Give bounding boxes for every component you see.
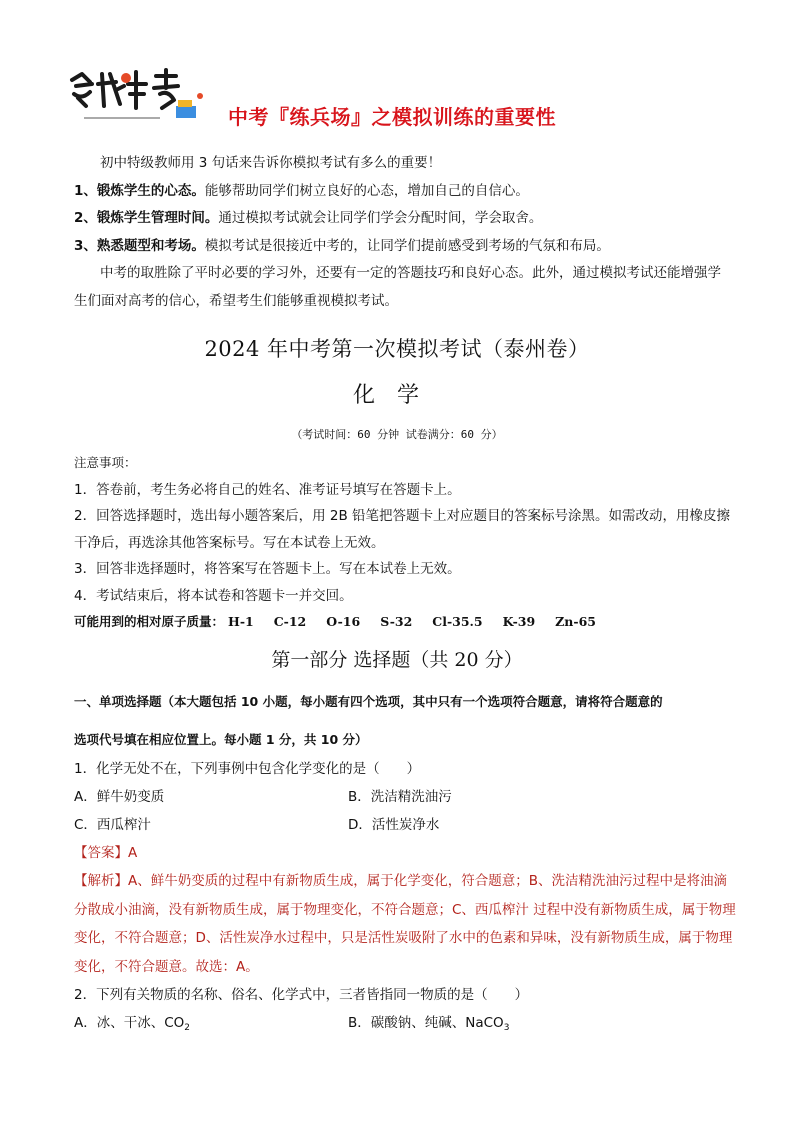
answer: 【答案】A	[74, 845, 138, 861]
option-b: B．洗洁精洗油污	[348, 789, 452, 805]
atom-mass: Cl-35.5	[432, 614, 483, 629]
option-a: A．鲜牛奶变质	[74, 789, 165, 805]
exam-subject: 化学	[352, 383, 441, 408]
exam-title: 2024 年中考第一次模拟考试（泰州卷）	[204, 337, 590, 361]
point-heading: 锻炼学生的心态。	[96, 182, 205, 199]
question-1-options-row	[74, 783, 736, 811]
question-2-options-row	[74, 1009, 736, 1042]
atom-mass: O-16	[326, 614, 361, 629]
point-number: 2、	[74, 210, 97, 226]
point-number: 1、	[74, 182, 97, 199]
section-line: 选项代号填在相应位置上。每小题 1 分，共 10 分）	[74, 732, 368, 747]
section-instructions	[74, 683, 736, 759]
point-text: 模拟考试是很接近中考的，让同学们提前感受到考场的气氛和布局。	[204, 237, 610, 254]
point-text: 能够帮助同学们树立良好的心态，增加自己的自信心。	[204, 182, 529, 199]
notes-heading: 注意事项：	[74, 455, 137, 470]
intro-point-1	[74, 178, 734, 206]
note-item: 3．回答非选择题时，将答案写在答题卡上。写在本试卷上无效。	[74, 561, 461, 577]
questions	[74, 755, 736, 1042]
atom-mass: K-39	[502, 614, 536, 629]
point-text: 通过模拟考试就会让同学们学会分配时间，学会取舍。	[218, 210, 543, 226]
question-2-stem: 2．下列有关物质的名称、俗名、化学式中，三者皆指同一物质的是（ ）	[74, 987, 529, 1003]
note-item: 4．考试结束后，将本试卷和答题卡一并交回。	[74, 587, 353, 604]
option-d: D．活性炭净水	[348, 817, 440, 833]
atom-mass: S-32	[380, 614, 413, 629]
intro-lead: 初中特级教师用 3 句话来告诉你模拟考试有多么的重要！	[100, 155, 442, 171]
atom-mass: Zn-65	[555, 614, 596, 629]
notes-section	[74, 450, 736, 636]
atomic-masses-label: 可能用到的相对原子质量：	[74, 614, 225, 629]
question-1-options-row	[74, 811, 736, 839]
atom-mass: C-12	[273, 614, 307, 629]
point-heading: 锻炼学生管理时间。	[96, 210, 219, 226]
option-a-text: A．冰、干冰、CO	[74, 1015, 185, 1031]
option-a	[74, 1009, 348, 1042]
option-b	[348, 1009, 622, 1042]
promo-title: 中考『练兵场』之模拟训练的重要性	[228, 105, 556, 129]
option-b-text: B．碳酸钠、纯碱、NaCO	[348, 1015, 504, 1031]
point-number: 3、	[74, 237, 97, 254]
exam-time-info: （考试时间：60 分钟 试卷满分：60 分）	[291, 428, 503, 441]
logo-icon	[64, 66, 214, 128]
subscript: 3	[503, 1023, 510, 1033]
point-heading: 熟悉题型和考场。	[96, 237, 205, 254]
subscript: 2	[184, 1023, 191, 1033]
intro-section	[74, 150, 734, 315]
analysis: 【解析】A、鲜牛奶变质的过程中有新物质生成，属于化学变化，符合题意；B、洗洁精洗油污过程中是将油滴分散成小油滴，没有新物质生成，属于物理变化，不符合题意；C、西瓜榨汁 过程中没有新物质生成，属于物理变化，不符合题意；D、活性炭净水过程中，只是活性炭吸附了水中的色素和异味，没有新物质生成，属于物理变化，不符合题意。故选：A。	[74, 873, 736, 975]
part-title: 第一部分 选择题（共 20 分）	[271, 649, 523, 671]
option-c: C．西瓜榨汁	[74, 817, 151, 833]
intro-point-2	[74, 205, 734, 233]
question-1-stem: 1．化学无处不在，下列事例中包含化学变化的是（ ）	[74, 761, 421, 777]
intro-closing: 中考的取胜除了平时必要的学习外，还要有一定的答题技巧和良好心态。此外，通过模拟考试还能增强学生们面对高考的信心，希望考生们能够重视模拟考试。	[74, 265, 721, 309]
atom-mass: H-1	[228, 614, 254, 629]
note-item: 1．答卷前，考生务必将自己的姓名、准考证号填写在答题卡上。	[74, 481, 461, 498]
note-item: 2．回答选择题时，选出每小题答案后，用 2B 铅笔把答题卡上对应题目的答案标号涂黑。如需改动，用橡皮擦干净后，再选涂其他答案标号。写在本试卷上无效。	[74, 508, 731, 551]
intro-point-3	[74, 233, 734, 261]
atomic-masses	[74, 609, 736, 636]
section-line: 一、单项选择题（本大题包括 10 小题，每小题有四个选项，其中只有一个选项符合题意，请将符合题意的	[74, 694, 663, 709]
